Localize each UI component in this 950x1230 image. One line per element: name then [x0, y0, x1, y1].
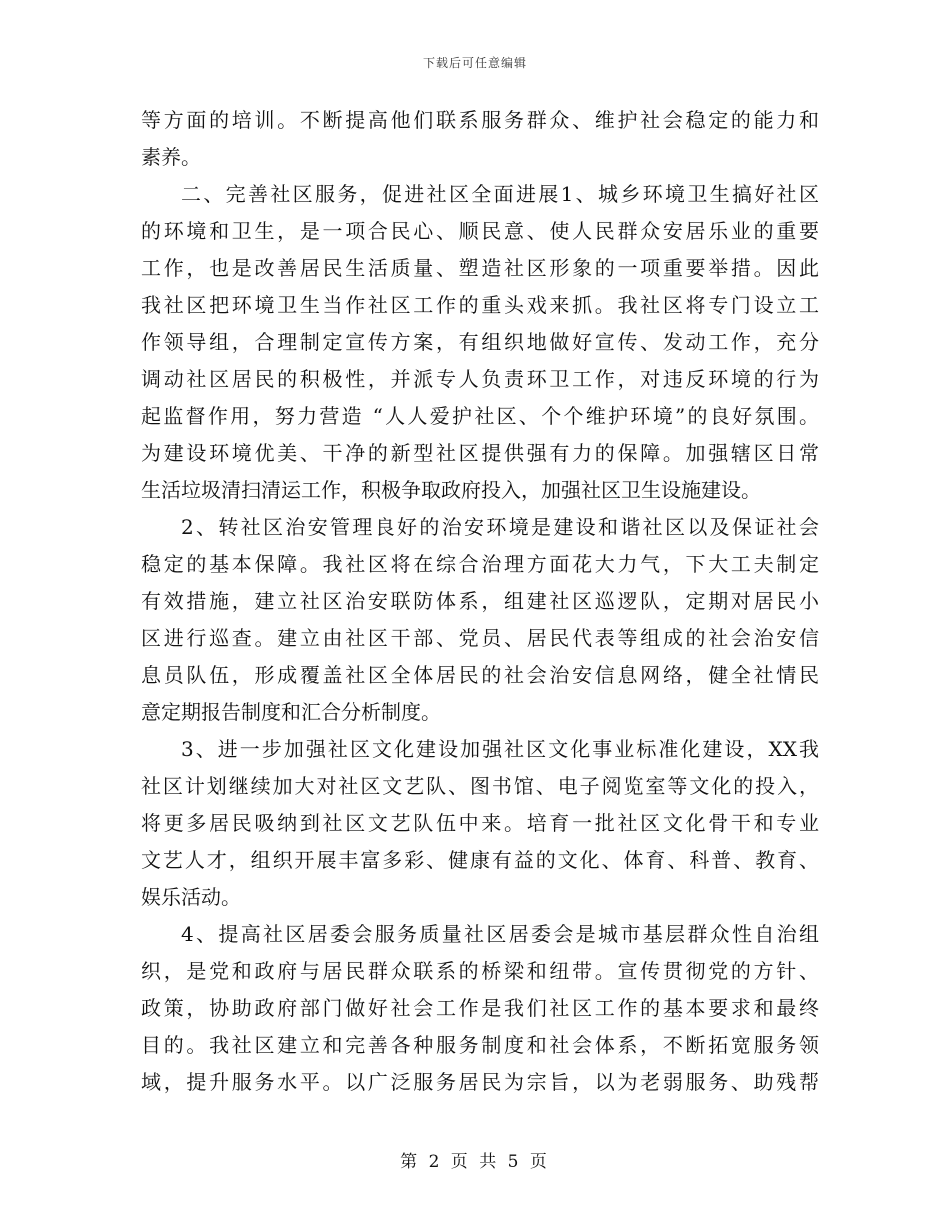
- text-line: 素养。: [141, 145, 201, 169]
- text-line: 意定期报告制度和汇合分析制度。: [141, 700, 441, 724]
- text-line: 等方面的培训。不断提高他们联系服务群众、维护社会稳定的能力和: [141, 108, 819, 132]
- text-line: 社区计划继续加大对社区文艺队、图书馆、电子阅览室等文化的投入，: [141, 774, 819, 798]
- text-line: 目的。我社区建立和完善各种服务制度和社会体系，不断拓宽服务领: [141, 1033, 819, 1057]
- text-line: 工作，也是改善居民生活质量、塑造社区形象的一项重要举措。因此: [141, 256, 819, 280]
- text-line: 稳定的基本保障。我社区将在综合治理方面花大力气，下大工夫制定: [141, 552, 819, 576]
- text-line: 2、转社区治安管理良好的治安环境是建设和谐社区以及保证社会: [181, 515, 819, 539]
- text-line: 3、进一步加强社区文化建设加强社区文化事业标准化建设，XX我: [181, 737, 819, 761]
- text-line: 我社区把环境卫生当作社区工作的重头戏来抓。我社区将专门设立工: [141, 293, 819, 317]
- document-body: [141, 102, 819, 1101]
- text-line: 政策，协助政府部门做好社会工作是我们社区工作的基本要求和最终: [141, 996, 819, 1020]
- text-line: 二、完善社区服务，促进社区全面进展1、城乡环境卫生搞好社区: [181, 182, 819, 206]
- text-line: 织，是党和政府与居民群众联系的桥梁和纽带。宣传贯彻党的方针、: [141, 959, 819, 983]
- text-line: 作领导组，合理制定宣传方案，有组织地做好宣传、发动工作，充分: [141, 330, 819, 354]
- text-line: 调动社区居民的积极性，并派专人负责环卫工作，对违反环境的行为: [141, 367, 819, 391]
- page-header: 下载后可任意编辑: [422, 56, 527, 70]
- text-line: 4、提高社区居委会服务质量社区居委会是城市基层群众性自治组: [181, 922, 819, 946]
- text-line: 域，提升服务水平。以广泛服务居民为宗旨，以为老弱服务、助残帮: [141, 1070, 819, 1094]
- text-line: 为建设环境优美、干净的新型社区提供强有力的保障。加强辖区日常: [141, 441, 819, 465]
- text-line: 息员队伍，形成覆盖社区全体居民的社会治安信息网络，健全社情民: [141, 663, 819, 687]
- text-line: 生活垃圾清扫清运工作，积极争取政府投入，加强社区卫生设施建设。: [141, 478, 761, 502]
- page-footer: 第 2 页 共 5 页: [400, 1152, 550, 1172]
- text-line: 将更多居民吸纳到社区文艺队伍中来。培育一批社区文化骨干和专业: [141, 811, 819, 835]
- text-line: 文艺人才，组织开展丰富多彩、健康有益的文化、体育、科普、教育、: [141, 848, 819, 872]
- text-line: 有效措施，建立社区治安联防体系，组建社区巡逻队，定期对居民小: [141, 589, 819, 613]
- text-line: 娱乐活动。: [141, 885, 241, 909]
- text-line: 起监督作用，努力营造 “人人爱护社区、个个维护环境”的良好氛围。: [141, 404, 819, 428]
- text-line: 区进行巡查。建立由社区干部、党员、居民代表等组成的社会治安信: [141, 626, 819, 650]
- text-line: 的环境和卫生，是一项合民心、顺民意、使人民群众安居乐业的重要: [141, 219, 819, 243]
